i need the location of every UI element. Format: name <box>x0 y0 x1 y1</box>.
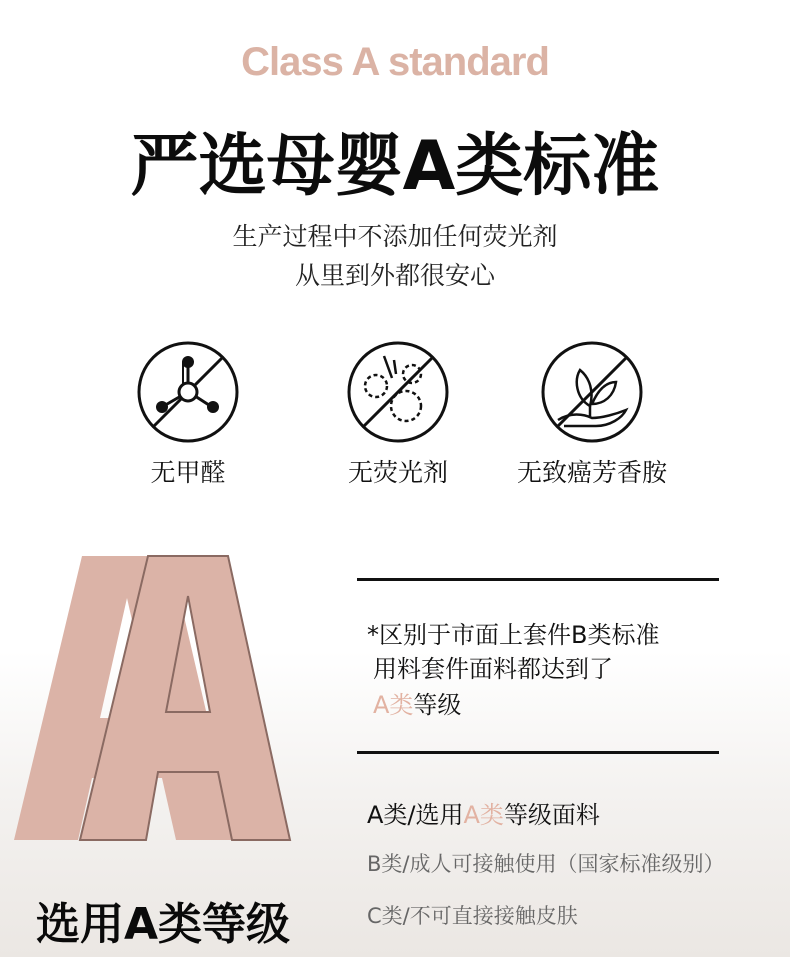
no-formaldehyde-icon <box>136 340 240 444</box>
grade-a-highlight: A类 <box>463 801 504 829</box>
no-fluorescent-icon <box>346 340 450 444</box>
note-line-3 <box>373 687 461 723</box>
feature-label-no-formaldehyde: 无甲醛 <box>150 458 226 487</box>
feature-label-no-carcinogen: 无致癌芳香胺 <box>516 458 667 487</box>
grade-a-prefix: A类/选用 <box>367 801 464 829</box>
grade-a-suffix: 等级面料 <box>503 801 600 829</box>
note-line-2: 用料套件面料都达到了 <box>373 655 613 683</box>
grade-c-text: C类/不可直接接触皮肤 <box>367 904 578 928</box>
english-title: Class A standard <box>241 40 549 84</box>
grade-a-text <box>367 795 600 830</box>
note-highlight: A类 <box>373 691 414 719</box>
page-title: 严选母婴A类标准 <box>130 127 660 206</box>
no-carcinogen-icon <box>540 340 644 444</box>
subtitle-line-2: 从里到外都很安心 <box>294 261 495 290</box>
divider-bottom <box>357 751 719 754</box>
divider-top <box>357 578 719 581</box>
grade-b-text: B类/成人可接触使用（国家标准级别） <box>367 852 725 876</box>
note-line-1: *区别于市面上套件B类标准 <box>367 621 660 649</box>
bottom-title: 选用A类等级 <box>36 899 291 950</box>
feature-label-no-fluorescent: 无荧光剂 <box>347 458 448 487</box>
subtitle-line-1: 生产过程中不添加任何荧光剂 <box>232 222 558 251</box>
note-line-3-rest: 等级 <box>413 691 462 719</box>
big-letter-a-graphic <box>0 540 320 860</box>
